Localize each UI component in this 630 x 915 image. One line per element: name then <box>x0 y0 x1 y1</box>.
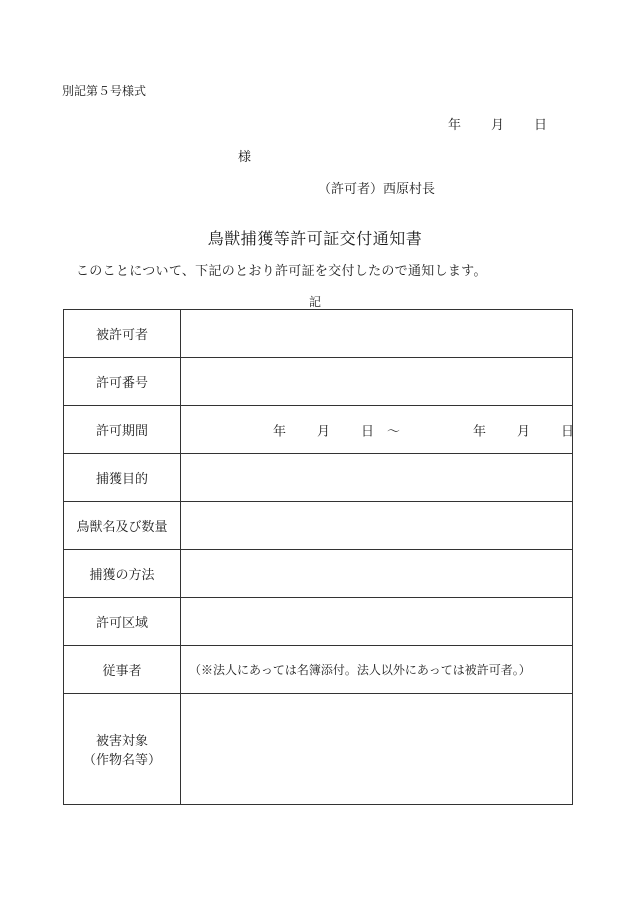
period-from-year: 年 <box>273 424 287 439</box>
document-title: 鳥獣捕獲等許可証交付通知書 <box>207 229 423 248</box>
date-day-label: 日 <box>534 118 548 133</box>
table-row <box>64 358 573 406</box>
period-to-year: 年 <box>473 424 487 439</box>
row-label-damage-target <box>64 694 181 805</box>
table-row <box>64 550 573 598</box>
row-value-capture-method[interactable] <box>181 550 573 598</box>
row-label-line1: 被害対象 <box>95 734 148 749</box>
table-row <box>64 502 573 550</box>
row-value-capture-purpose[interactable] <box>181 454 573 502</box>
row-label: 鳥獣名及び数量 <box>64 502 181 550</box>
row-label: 従事者 <box>64 646 181 694</box>
permit-table <box>63 309 573 805</box>
row-value-permittee[interactable] <box>181 310 573 358</box>
intro-text: このことについて、下記のとおり許可証を交付したので通知します。 <box>76 264 487 279</box>
row-label: 許可区域 <box>64 598 181 646</box>
date-month-label: 月 <box>491 118 505 133</box>
period-separator: ～ <box>387 424 401 439</box>
table-row <box>64 646 573 694</box>
table-row <box>64 694 573 805</box>
row-value-species-quantity[interactable] <box>181 502 573 550</box>
date-year-label: 年 <box>448 118 462 133</box>
row-label: 捕獲の方法 <box>64 550 181 598</box>
period-from-day: 日 <box>361 424 375 439</box>
row-value-workers[interactable]: （※法人にあっては名簿添付。法人以外にあっては被許可者。） <box>181 646 573 694</box>
row-label: 被許可者 <box>64 310 181 358</box>
period-from-month: 月 <box>317 424 331 439</box>
row-label: 許可番号 <box>64 358 181 406</box>
issue-date <box>448 114 547 133</box>
table-row <box>64 406 573 454</box>
row-value-permit-period[interactable] <box>181 406 573 454</box>
addressee: 様 <box>238 150 252 165</box>
form-number: 別記第５号様式 <box>62 84 147 98</box>
issuer: （許可者）西原村長 <box>318 182 436 197</box>
row-value-permit-number[interactable] <box>181 358 573 406</box>
table-row <box>64 310 573 358</box>
period-to-month: 月 <box>517 424 531 439</box>
row-label: 許可期間 <box>64 406 181 454</box>
row-label: 捕獲目的 <box>64 454 181 502</box>
row-value-damage-target[interactable] <box>181 694 573 805</box>
table-row <box>64 454 573 502</box>
table-row <box>64 598 573 646</box>
row-label-line2: （作物名等） <box>82 753 161 768</box>
period-to-day: 日 <box>561 424 575 439</box>
row-value-permit-area[interactable] <box>181 598 573 646</box>
ki-marker: 記 <box>309 295 322 309</box>
